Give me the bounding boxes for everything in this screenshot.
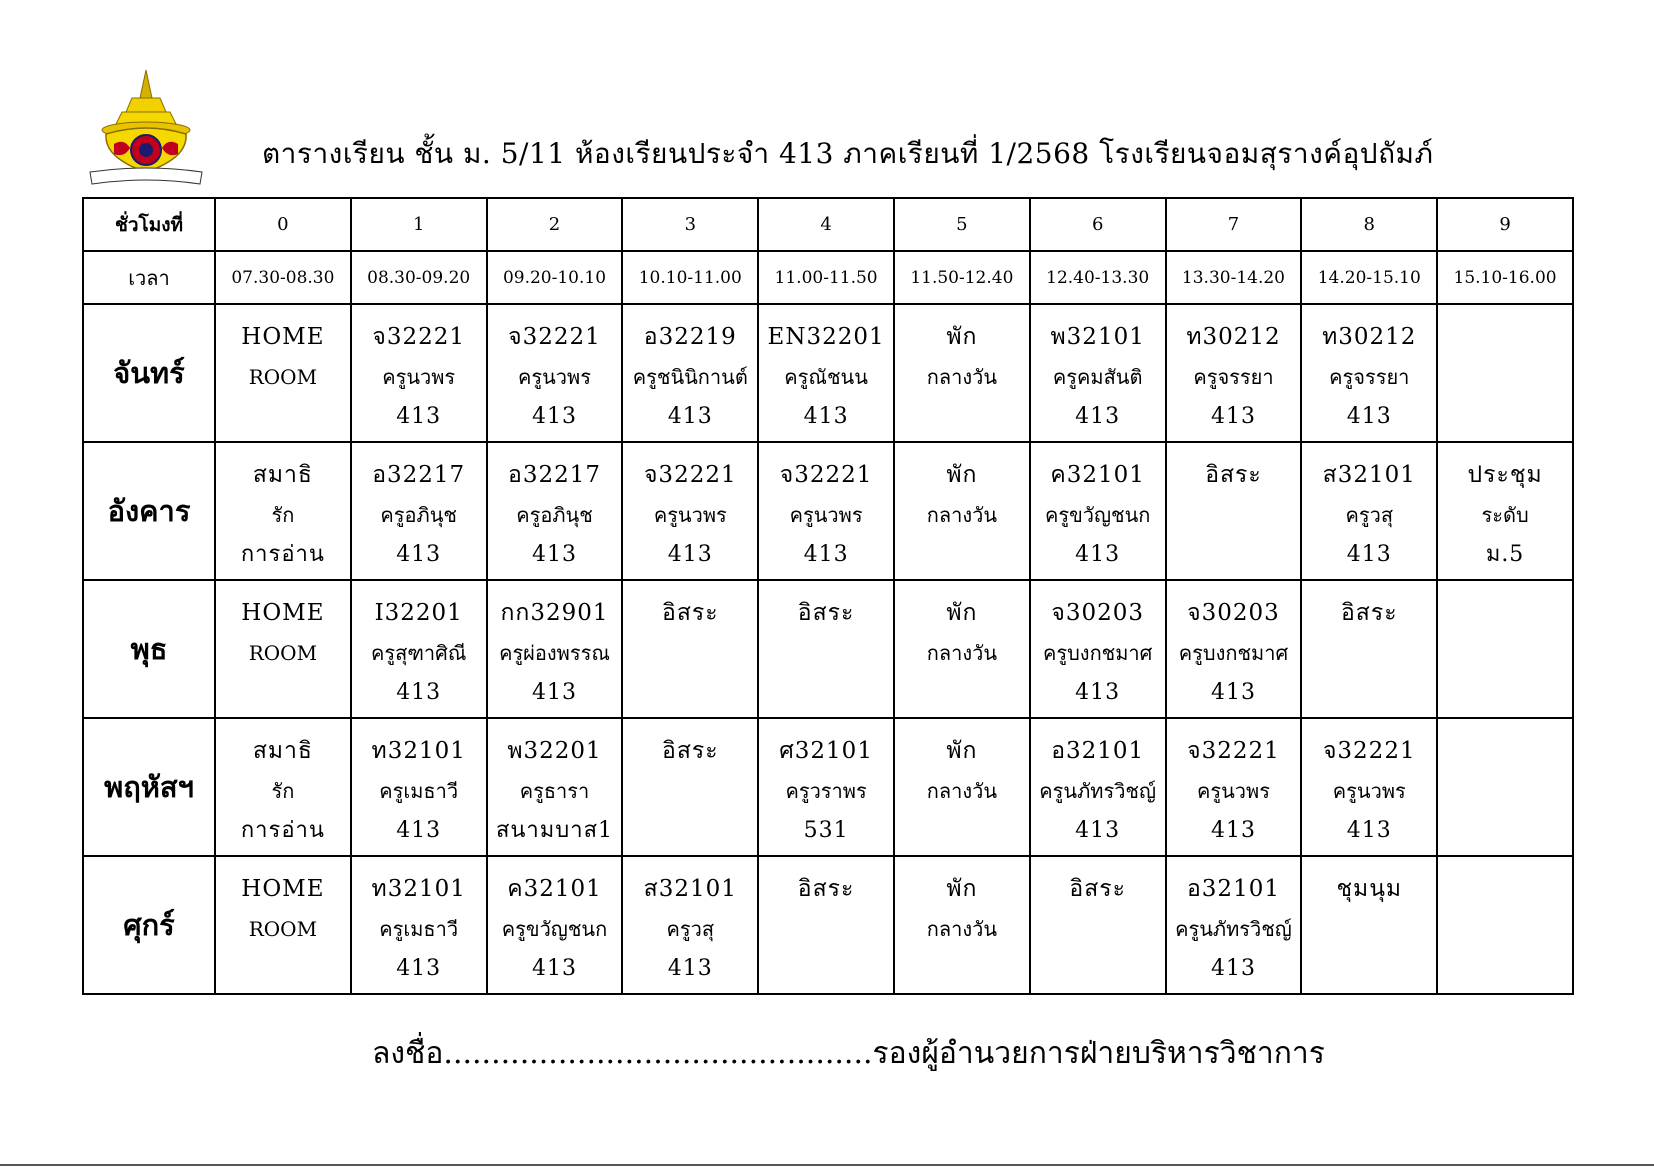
subject-code: อิสระ	[1205, 462, 1262, 488]
timetable-cell	[622, 856, 758, 994]
subject-code: จ30203	[1051, 600, 1144, 626]
subject-code: พัก	[946, 462, 978, 488]
timetable-cell	[1030, 856, 1166, 994]
room-number: 413	[803, 404, 849, 429]
room-number: 413	[1346, 818, 1392, 843]
teacher-name: ครูเมธาวี	[379, 917, 459, 941]
subject-code: จ32221	[1322, 738, 1416, 764]
subject-code: ท30212	[1322, 324, 1417, 350]
teacher-name: ครูขวัญชนก	[1044, 503, 1151, 527]
room-number: 413	[396, 404, 442, 429]
timetable-cell	[351, 718, 487, 856]
timetable-cell	[1030, 304, 1166, 442]
room-number: 413	[1210, 956, 1256, 981]
teacher-name: ครูวสุ	[1345, 503, 1394, 527]
room-number: 413	[1210, 404, 1256, 429]
subject-code: ท32101	[371, 876, 466, 902]
subject-code: อ32101	[1186, 876, 1280, 902]
teacher-name: ครูอภินุช	[516, 503, 593, 527]
day-row	[83, 856, 1573, 994]
teacher-name: ROOM	[248, 365, 318, 389]
teacher-name: ครูนวพร	[1197, 779, 1270, 803]
subject-code: ส32101	[643, 876, 737, 902]
teacher-name: ครูอภินุช	[380, 503, 457, 527]
timetable-cell	[1437, 856, 1573, 994]
teacher-name: ครูนภัทรวิชญ์	[1175, 917, 1292, 941]
timetable-cell	[215, 718, 351, 856]
timetable-cell	[351, 856, 487, 994]
signature-line: ลงชื่อ.............................................รองผู้อำนวยการฝ่ายบริหารวิชาการ	[372, 1036, 1325, 1071]
period-time: 15.10-16.00	[1437, 251, 1573, 304]
teacher-name: ครูธารา	[519, 779, 590, 803]
period-time: 12.40-13.30	[1030, 251, 1166, 304]
subject-code: พัก	[946, 600, 978, 626]
subject-code: ค32101	[1050, 462, 1145, 488]
teacher-name: ครูชนินิกานต์	[632, 365, 748, 389]
room-number: 413	[531, 542, 577, 567]
room-number: 413	[1075, 404, 1121, 429]
subject-code: ท32101	[371, 738, 466, 764]
timetable-cell	[1301, 856, 1437, 994]
period-number: 5	[894, 198, 1030, 251]
day-row	[83, 718, 1573, 856]
teacher-name: กลางวัน	[926, 503, 998, 527]
timetable-cell	[622, 442, 758, 580]
teacher-name: ครูวสุ	[666, 917, 715, 941]
subject-code: อิสระ	[1069, 876, 1126, 902]
subject-code: พัก	[946, 738, 978, 764]
subject-code: อ32217	[508, 462, 601, 488]
timetable-cell	[1301, 580, 1437, 718]
timetable-cell	[1166, 718, 1302, 856]
teacher-name: ROOM	[248, 641, 318, 665]
timetable-cell	[1437, 304, 1573, 442]
room-number: 413	[396, 956, 442, 981]
timetable-cell	[758, 304, 894, 442]
subject-code: ศ32101	[779, 738, 873, 764]
room-number: 413	[803, 542, 849, 567]
teacher-name: ครูขวัญชนก	[501, 917, 608, 941]
room-number: 413	[1210, 680, 1256, 705]
timetable-cell	[622, 304, 758, 442]
subject-code: อิสระ	[662, 738, 719, 764]
period-number: 6	[1030, 198, 1166, 251]
room-number: ม.5	[1485, 542, 1525, 567]
timetable-cell	[351, 304, 487, 442]
teacher-name: ครูบงกชมาศ	[1178, 641, 1289, 665]
timetable-cell	[1030, 718, 1166, 856]
room-number: 413	[1210, 818, 1256, 843]
teacher-name: รัก	[271, 503, 295, 527]
day-name: พฤหัสฯ	[83, 718, 215, 856]
subject-code: พ32101	[1050, 324, 1145, 350]
subject-code: อิสระ	[662, 600, 719, 626]
day-name: ศุกร์	[83, 856, 215, 994]
day-row	[83, 442, 1573, 580]
subject-code: ค32101	[507, 876, 602, 902]
teacher-name: ครูนวพร	[518, 365, 591, 389]
teacher-name: ครูผ่องพรรณ	[499, 641, 610, 665]
subject-code: HOME	[241, 876, 325, 902]
timetable-cell	[215, 856, 351, 994]
timetable	[82, 197, 1574, 995]
period-number: 3	[622, 198, 758, 251]
timetable-cell	[894, 580, 1030, 718]
timetable-cell	[215, 442, 351, 580]
room-number: 413	[531, 680, 577, 705]
teacher-name: กลางวัน	[926, 641, 998, 665]
timetable-cell	[1301, 718, 1437, 856]
teacher-name: ครูนวพร	[382, 365, 456, 389]
period-number: 2	[487, 198, 623, 251]
subject-code: จ32221	[508, 324, 601, 350]
period-number: 0	[215, 198, 351, 251]
room-number: 413	[1075, 542, 1121, 567]
timetable-cell	[1166, 304, 1302, 442]
time-row	[83, 251, 1573, 304]
day-row	[83, 304, 1573, 442]
timetable-cell	[1030, 442, 1166, 580]
timetable-cell	[894, 718, 1030, 856]
timetable-cell	[622, 718, 758, 856]
subject-code: จ32221	[372, 324, 466, 350]
school-emblem-icon	[84, 68, 208, 192]
room-number: การอ่าน	[240, 818, 325, 843]
room-number: 413	[531, 956, 577, 981]
time-label: เวลา	[83, 251, 215, 304]
teacher-name: กลางวัน	[926, 779, 998, 803]
subject-code: จ32221	[1187, 738, 1280, 764]
period-header-row	[83, 198, 1573, 251]
timetable-cell	[487, 718, 623, 856]
timetable-cell	[487, 442, 623, 580]
room-number: 413	[667, 404, 713, 429]
subject-code: อิสระ	[797, 600, 855, 626]
timetable-cell	[758, 580, 894, 718]
timetable-cell	[758, 442, 894, 580]
subject-code: HOME	[241, 600, 325, 626]
period-time: 14.20-15.10	[1301, 251, 1437, 304]
subject-code: อ32101	[1051, 738, 1145, 764]
timetable-cell	[1301, 442, 1437, 580]
teacher-name: ครูจรรยา	[1329, 365, 1410, 389]
subject-code: ส32101	[1322, 462, 1416, 488]
timetable-cell	[1301, 304, 1437, 442]
teacher-name: ระดับ	[1481, 503, 1529, 527]
timetable-cell	[1166, 856, 1302, 994]
subject-code: ประชุม	[1467, 462, 1543, 488]
period-time: 11.00-11.50	[758, 251, 894, 304]
teacher-name: ครูนวพร	[653, 503, 727, 527]
room-number: 413	[667, 542, 713, 567]
period-time: 08.30-09.20	[351, 251, 487, 304]
subject-code: กก32901	[500, 600, 609, 626]
subject-code: อ32219	[643, 324, 737, 350]
subject-code: พัก	[946, 324, 978, 350]
teacher-name: กลางวัน	[926, 365, 998, 389]
teacher-name: ครูวราพร	[785, 779, 867, 803]
timetable-cell	[1166, 442, 1302, 580]
teacher-name: ครูเมธาวี	[379, 779, 459, 803]
timetable-cell	[215, 304, 351, 442]
timetable-cell	[351, 580, 487, 718]
subject-code: I32201	[374, 600, 463, 626]
subject-code: ท30212	[1186, 324, 1281, 350]
period-time: 09.20-10.10	[487, 251, 623, 304]
timetable-cell	[894, 442, 1030, 580]
teacher-name: ครูสุฑาศิณี	[370, 641, 467, 665]
room-number: 413	[1346, 404, 1392, 429]
teacher-name: ครูจรรยา	[1193, 365, 1274, 389]
room-number: 413	[667, 956, 713, 981]
timetable-cell	[1030, 580, 1166, 718]
period-number: 4	[758, 198, 894, 251]
timetable-cell	[487, 304, 623, 442]
day-name: พุธ	[83, 580, 215, 718]
room-number: 413	[531, 404, 577, 429]
timetable-cell	[1437, 442, 1573, 580]
teacher-name: ครูนภัทรวิชญ์	[1039, 779, 1157, 803]
timetable-cell	[622, 580, 758, 718]
room-number: 413	[1075, 680, 1121, 705]
timetable-cell	[215, 580, 351, 718]
period-time: 07.30-08.30	[215, 251, 351, 304]
period-time: 13.30-14.20	[1166, 251, 1302, 304]
teacher-name: ครูนวพร	[1332, 779, 1406, 803]
teacher-name: ROOM	[248, 917, 318, 941]
timetable-cell	[1437, 580, 1573, 718]
bottom-rule	[0, 1164, 1654, 1166]
teacher-name: ครูบงกชมาศ	[1042, 641, 1153, 665]
room-number: 413	[396, 542, 442, 567]
subject-code: พัก	[946, 876, 978, 902]
day-name: จันทร์	[83, 304, 215, 442]
subject-code: อิสระ	[1340, 600, 1398, 626]
room-number: 413	[396, 680, 442, 705]
timetable-cell	[894, 856, 1030, 994]
timetable-cell	[1437, 718, 1573, 856]
timetable-cell	[487, 856, 623, 994]
teacher-name: ครูนวพร	[789, 503, 863, 527]
period-number: 1	[351, 198, 487, 251]
period-label: ชั่วโมงที่	[83, 198, 215, 251]
subject-code: HOME	[241, 324, 325, 350]
room-number: 413	[396, 818, 442, 843]
timetable-cell	[487, 580, 623, 718]
teacher-name: รัก	[271, 779, 295, 803]
room-number: 531	[803, 818, 849, 843]
room-number: สนามบาส1	[495, 818, 614, 843]
period-time: 10.10-11.00	[622, 251, 758, 304]
subject-code: สมาธิ	[252, 462, 313, 488]
period-number: 7	[1166, 198, 1302, 251]
timetable-cell	[758, 856, 894, 994]
subject-code: พ32201	[507, 738, 602, 764]
timetable-cell	[351, 442, 487, 580]
teacher-name: ครูณัชนน	[784, 365, 868, 389]
period-number: 9	[1437, 198, 1573, 251]
subject-code: ชุมนุม	[1336, 876, 1403, 902]
page-title: ตารางเรียน ชั้น ม. 5/11 ห้องเรียนประจำ 413 ภาคเรียนที่ 1/2568 โรงเรียนจอมสุรางค์อุปถัมภ์	[262, 137, 1434, 170]
subject-code: อิสระ	[797, 876, 855, 902]
room-number: 413	[1346, 542, 1392, 567]
timetable-cell	[1166, 580, 1302, 718]
subject-code: EN32201	[767, 324, 885, 350]
period-time: 11.50-12.40	[894, 251, 1030, 304]
subject-code: สมาธิ	[252, 738, 313, 764]
subject-code: อ32217	[372, 462, 466, 488]
day-name: อังคาร	[83, 442, 215, 580]
subject-code: จ30203	[1187, 600, 1280, 626]
subject-code: จ32221	[779, 462, 873, 488]
period-number: 8	[1301, 198, 1437, 251]
room-number: การอ่าน	[240, 542, 325, 567]
subject-code: จ32221	[643, 462, 737, 488]
room-number: 413	[1075, 818, 1121, 843]
teacher-name: กลางวัน	[926, 917, 998, 941]
day-row	[83, 580, 1573, 718]
teacher-name: ครูคมสันติ	[1052, 365, 1143, 389]
timetable-cell	[758, 718, 894, 856]
timetable-cell	[894, 304, 1030, 442]
